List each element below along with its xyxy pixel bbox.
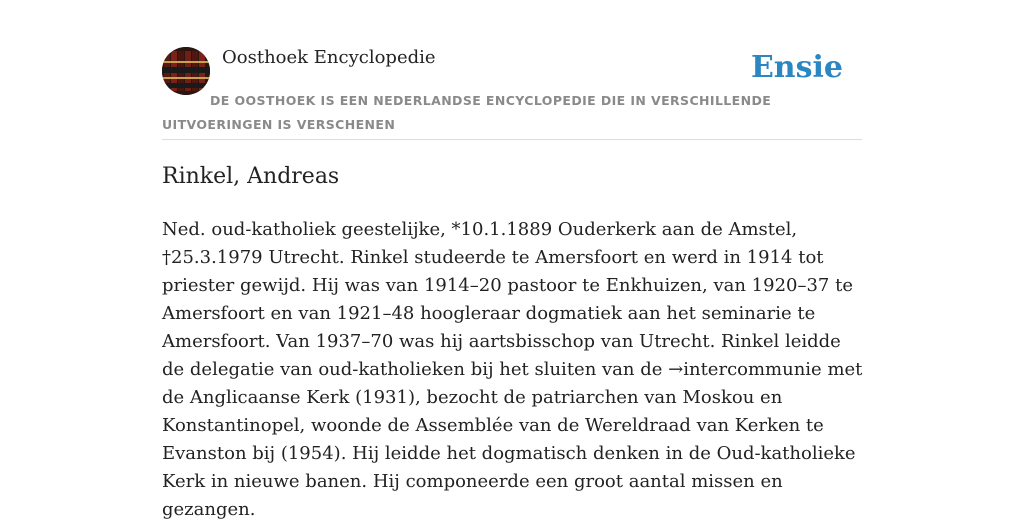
article-title: Rinkel, Andreas [162,164,340,189]
source-title[interactable]: Oosthoek Encyclopedie [222,47,436,68]
header-divider [162,139,862,140]
article-body-text-2: met de Anglicaanse Kerk (1931), bezocht de patriarchen van Moskou en Konstantinopel, woonde de Assemblée van de Wereldraad van Kerken te Evanston bij (1954). Hij leidde het dogmatisch denken in de Oud-katholieke Kerk in nieuwe banen. Hij componeerde een groot aantal missen en gezangen. [162,359,863,520]
encyclopedia-books-icon[interactable] [162,47,210,95]
article-body-text-1: Ned. oud-katholiek geestelijke, *10.1.1889 Ouderkerk aan de Amstel, †25.3.1979 Utrecht. Rinkel studeerde te Amersfoort en werd in 1914 tot priester gewijd. Hij was van 1914–20 pastoor te Enkhuizen, van 1920–37 te Amersfoort en van 1921–48 hoogleraar dogmatiek aan het seminarie te Amersfoort. Van 1937–70 was hij aartsbisschop van Utrecht. Rinkel leidde de delegatie van oud-katholieken bij het sluiten van de [162,219,853,380]
intercommunie-link[interactable]: →intercommunie [668,359,822,380]
article-body [162,216,864,524]
brand-logo[interactable]: Ensie [750,50,843,85]
source-tagline: DE OOSTHOEK IS EEN NEDERLANDSE ENCYCLOPEDIE DIE IN VERSCHILLENDE UITVOERINGEN IS VERSCHENEN [162,93,772,132]
